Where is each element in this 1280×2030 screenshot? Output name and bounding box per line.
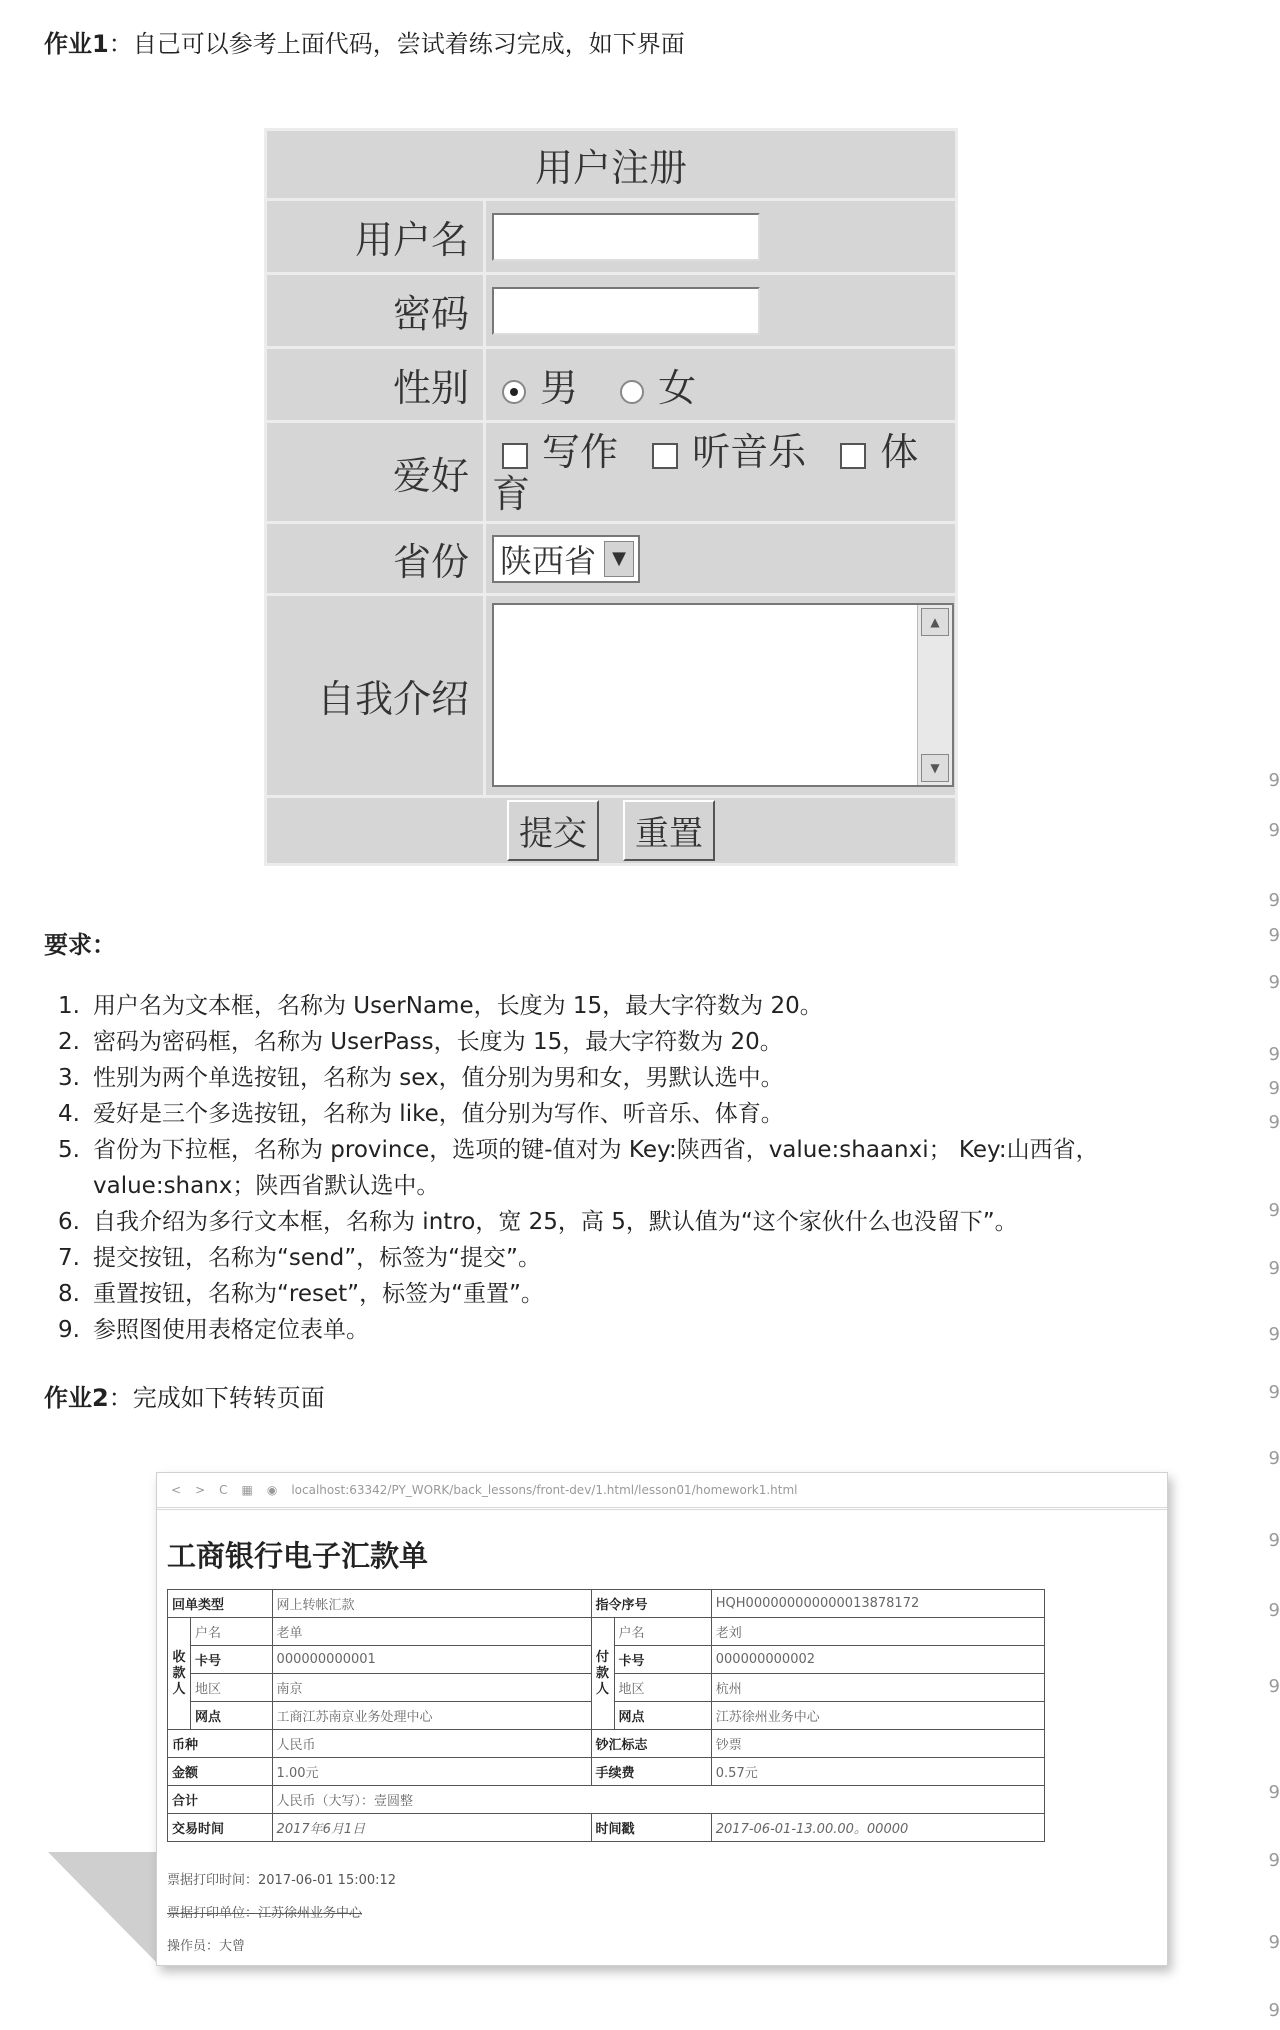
slip-title: 工商银行电子汇款单 (167, 1539, 429, 1573)
hobby-writing-checkbox[interactable] (502, 443, 528, 469)
table-row: 币种 人民币 钞汇标志 钞票 (168, 1730, 1045, 1758)
province-select[interactable] (492, 535, 640, 583)
list-item: 2. 密码为密码框，名称为 UserPass，长度为 15，最大字符数为 20。 (58, 1029, 783, 1055)
table-row: 金额 1.00元 手续费 0.57元 (168, 1758, 1045, 1786)
homework2-text: ：完成如下转转页面 (108, 1384, 325, 1412)
list-item: 5. 省份为下拉框，名称为 province，选项的键-值对为 Key:陕西省，value:shaanxi； Key:山西省，value:shanx；陕西省默认选中。 (58, 1137, 1099, 1199)
hobby-label: 爱好 (267, 423, 483, 521)
decorative-shadow (48, 1852, 156, 1962)
list-item: 4. 爱好是三个多选按钮，名称为 like，值分别为写作、听音乐、体育。 (58, 1101, 784, 1127)
homework1-text: ：自己可以参考上面代码，尝试着练习完成，如下界面 (108, 30, 685, 58)
forward-icon[interactable]: > (195, 1483, 206, 1497)
payer-group-label: 付款人 (591, 1618, 614, 1730)
table-row: 卡号 000000000001 卡号 000000000002 (168, 1646, 1045, 1674)
operator: 操作员：大曾 (167, 1939, 246, 1954)
list-item: 1. 用户名为文本框，名称为 UserName，长度为 15，最大字符数为 20。 (58, 993, 823, 1019)
intro-textarea[interactable] (492, 603, 954, 787)
homework1-label: 作业1 (44, 30, 109, 58)
apps-icon[interactable]: ▦ (241, 1483, 253, 1497)
sex-label: 性别 (267, 349, 483, 420)
requirements-heading: 要求： (44, 931, 116, 959)
list-item: 7. 提交按钮，名称为“send”，标签为“提交”。 (58, 1245, 541, 1271)
table-row: 收款人 户名 老单 付款人 户名 老刘 (168, 1618, 1045, 1646)
reload-icon[interactable]: C (219, 1483, 228, 1497)
payee-group-label: 收款人 (168, 1618, 191, 1730)
username-input[interactable] (492, 213, 760, 261)
table-row: 交易时间 2017年6月1日 时间戳 2017-06-01-13.00.00。00000 (168, 1814, 1045, 1842)
homework1-heading (44, 24, 685, 59)
list-item: 3. 性别为两个单选按钮，名称为 sex，值分别为男和女，男默认选中。 (58, 1065, 784, 1091)
requirements-list (50, 988, 1130, 1348)
scroll-down-icon[interactable]: ▼ (921, 754, 949, 782)
hobby-music-checkbox[interactable] (652, 443, 678, 469)
sex-female-radio[interactable] (620, 380, 644, 404)
submit-button[interactable]: 提交 (507, 800, 599, 861)
intro-label: 自我介绍 (267, 596, 483, 795)
table-row: 网点 工商江苏南京业务处理中心 网点 江苏徐州业务中心 (168, 1702, 1045, 1730)
remittance-table (167, 1589, 1045, 1842)
print-time: 票据打印时间：2017-06-01 15:00:12 (167, 1873, 397, 1888)
table-row: 回单类型 网上转帐汇款 指令序号 HQH000000000000013878172 (168, 1590, 1045, 1618)
reset-button[interactable]: 重置 (623, 800, 715, 861)
address-bar[interactable]: localhost:63342/PY_WORK/back_lessons/front-dev/1.html/lesson01/homework1.html (291, 1483, 798, 1497)
username-label: 用户名 (267, 201, 483, 272)
print-unit: 票据打印单位：江苏徐州业务中心 (167, 1906, 363, 1921)
province-label: 省份 (267, 524, 483, 593)
homework2-heading (44, 1378, 325, 1413)
password-input[interactable] (492, 287, 760, 335)
table-row: 合计 人民币（大写）：壹圆整 (168, 1786, 1045, 1814)
bank-slip-figure (156, 1472, 1168, 1966)
sex-male-label: 男 (540, 366, 579, 411)
scroll-up-icon[interactable]: ▲ (921, 608, 949, 636)
registration-form-table (264, 128, 958, 866)
list-item: 9. 参照图使用表格定位表单。 (58, 1317, 369, 1343)
registration-form-figure (264, 128, 958, 866)
browser-navbar (157, 1473, 1167, 1510)
form-title: 用户注册 (267, 131, 955, 198)
province-selected-value: 陕西省 (500, 542, 597, 581)
hobby-music-label: 听音乐 (692, 430, 807, 475)
dropdown-arrow-icon: ▼ (604, 541, 634, 577)
site-info-icon[interactable]: ◉ (266, 1483, 278, 1497)
textarea-scrollbar[interactable] (917, 605, 952, 785)
list-item: 8. 重置按钮，名称为“reset”，标签为“重置”。 (58, 1281, 544, 1307)
hobby-sports-label: 体育 (492, 430, 919, 517)
back-icon[interactable]: < (171, 1483, 182, 1497)
sex-male-radio[interactable] (502, 380, 526, 404)
password-label: 密码 (267, 275, 483, 346)
table-row: 地区 南京 地区 杭州 (168, 1674, 1045, 1702)
hobby-sports-checkbox[interactable] (840, 443, 866, 469)
homework2-label: 作业2 (44, 1384, 109, 1412)
sex-female-label: 女 (658, 366, 697, 411)
hobby-writing-label: 写作 (542, 430, 619, 475)
list-item: 6. 自我介绍为多行文本框，名称为 intro，宽 25，高 5，默认值为“这个家伙什么也没留下”。 (58, 1209, 1018, 1235)
